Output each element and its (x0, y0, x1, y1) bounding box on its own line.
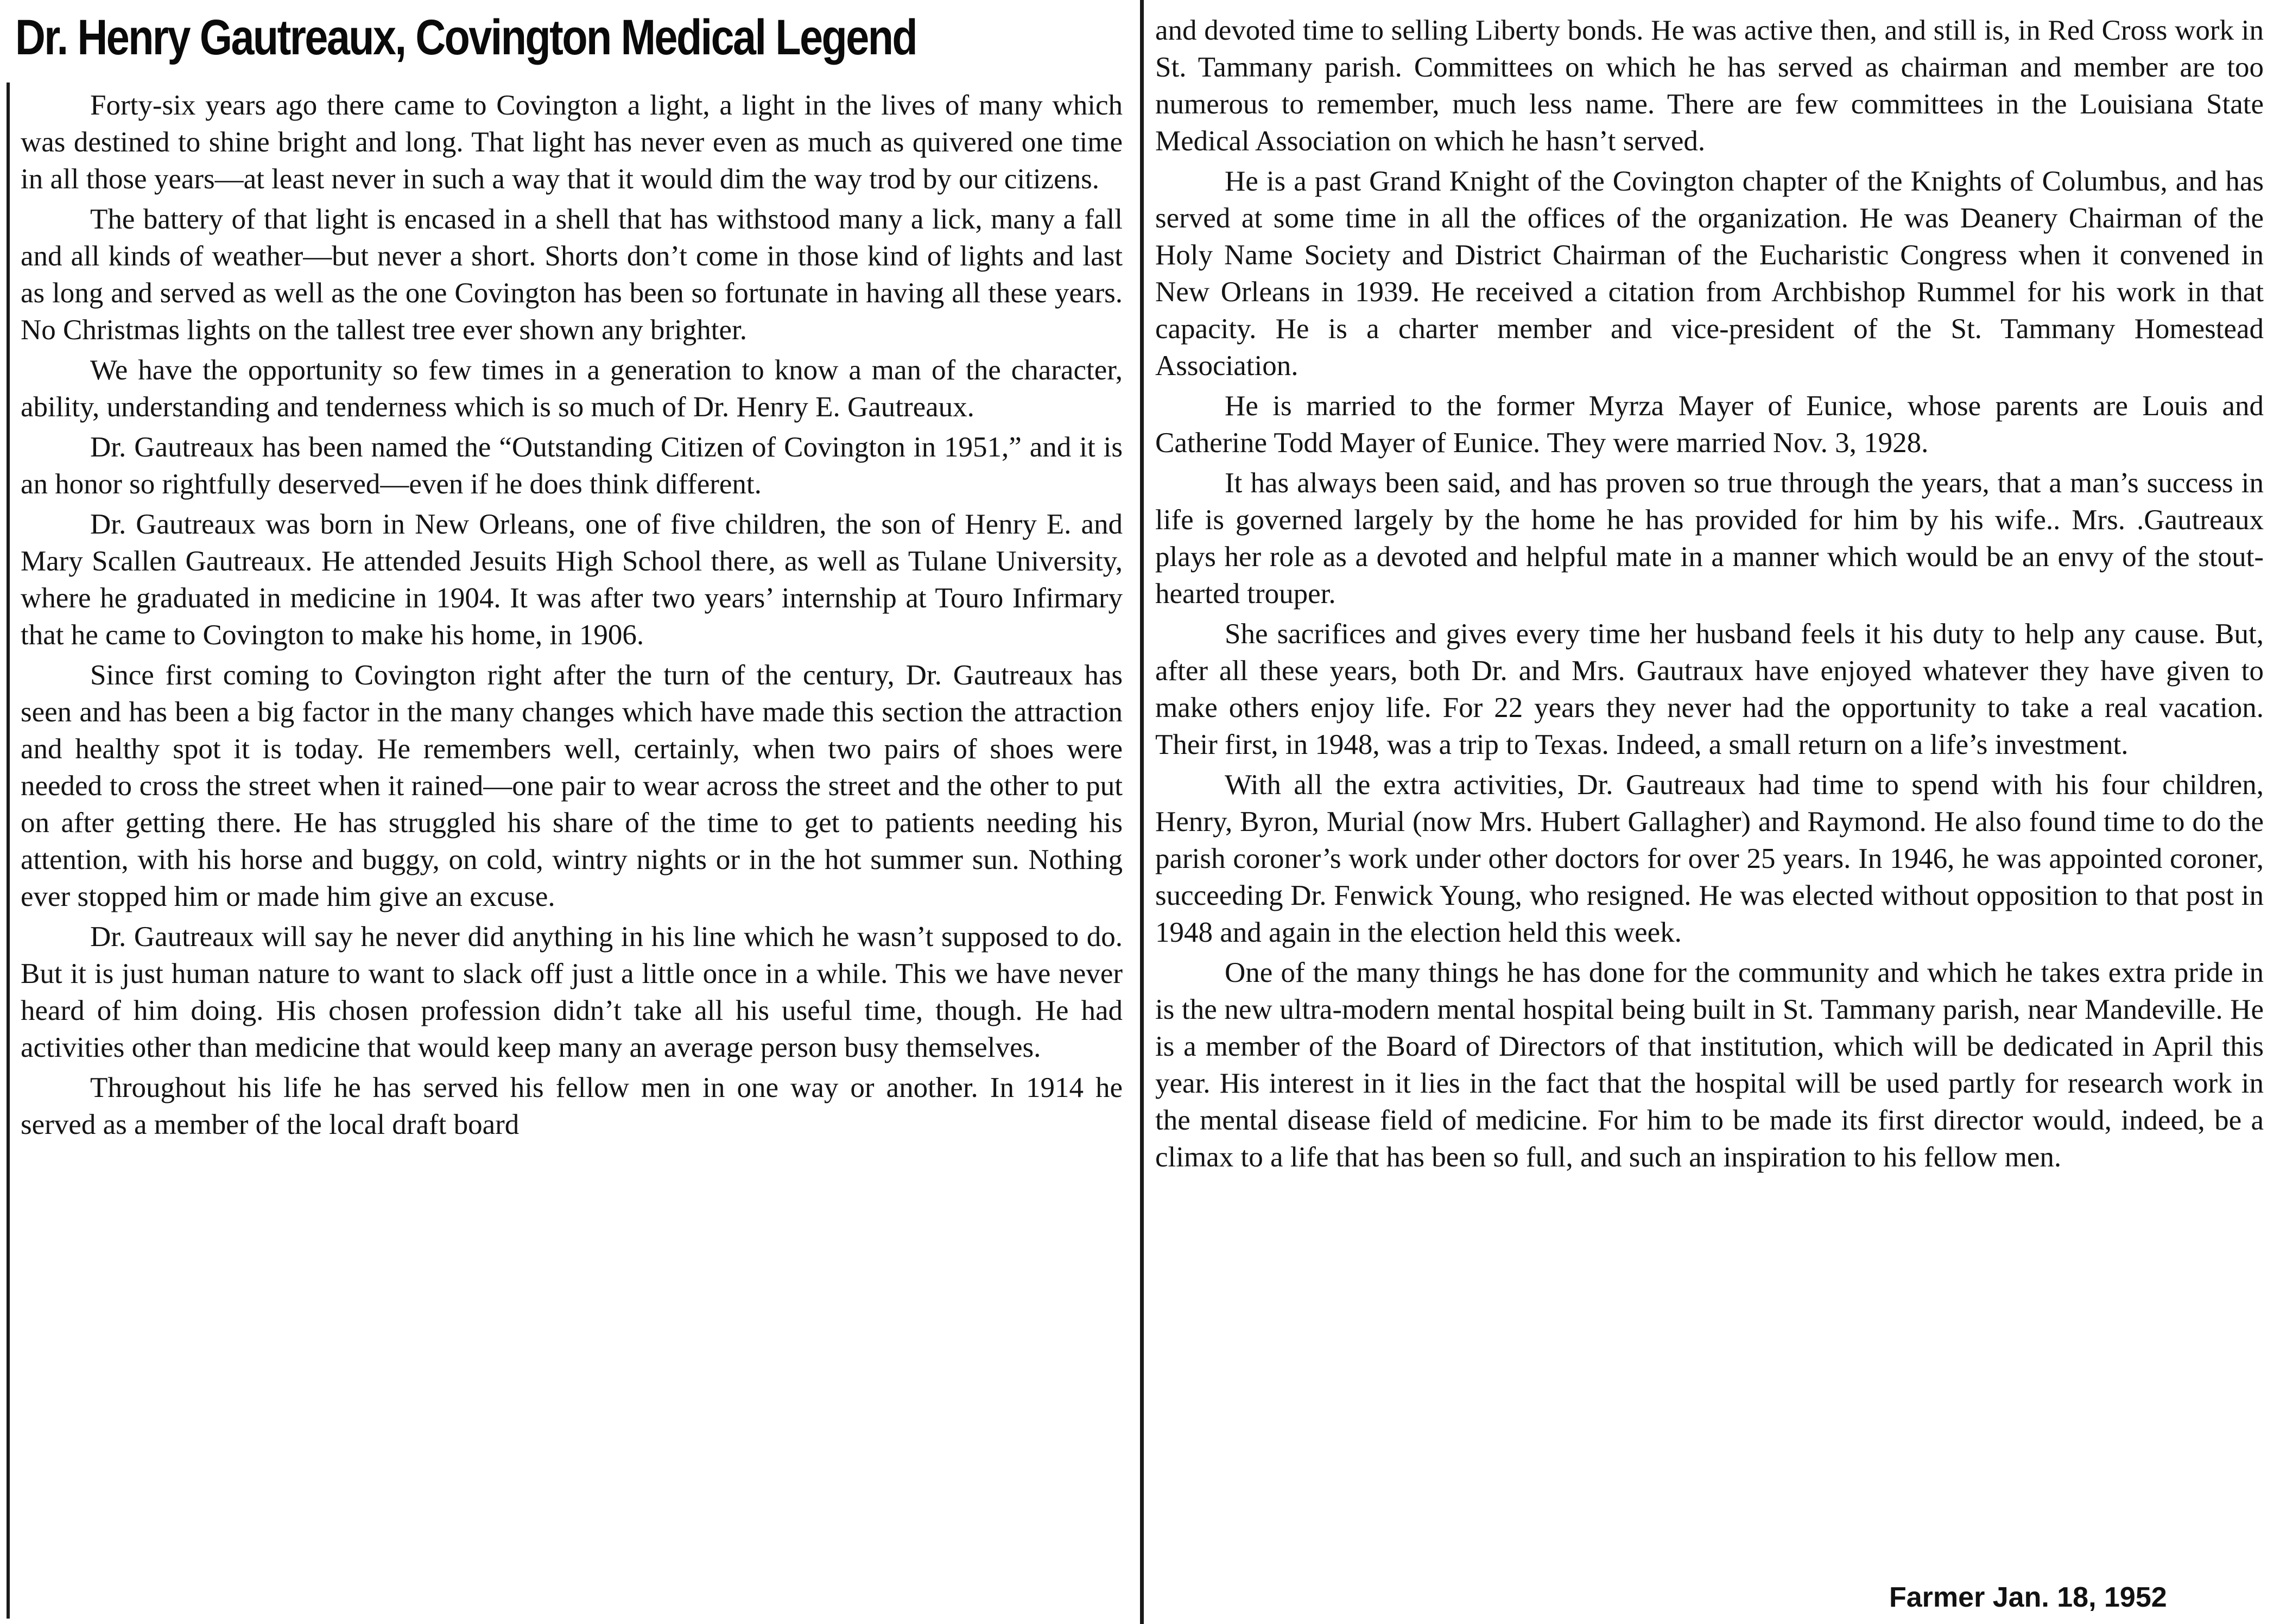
left-margin-rule (7, 83, 10, 1619)
column-divider-rule (1140, 0, 1144, 1624)
headline: Dr. Henry Gautreaux, Covington Medical Legend (15, 10, 917, 65)
source-credit: Farmer Jan. 18, 1952 (1889, 1582, 2167, 1613)
article-paragraph: He is married to the former Myrza Mayer of Eunice, whose parents are Louis and Catherine Todd Mayer of Eunice. They were married Nov. 3, 1928. (1155, 390, 2264, 459)
right-column (1155, 12, 2264, 1179)
article-continuation: and devoted time to selling Liberty bonds. He was active then, and still is, in Red Cross work in St. Tammany parish. Committees on which he has served as chairman and member are too numerous to remember, much less name. There are few committees in the Louisiana State Medical Association on which he hasn’t served. (1155, 15, 2264, 157)
article-paragraph: Dr. Gautreaux will say he never did anything in his line which he wasn’t supposed to do. But it is just human nature to want to slack off just a little once in a while. This we have never heard of him doing. His chosen profession didn’t take all his useful time, though. He had activities other than medicine that would keep many an average person busy themselves. (21, 921, 1123, 1063)
article-paragraph: It has always been said, and has proven so true through the years, that a man’s success in life is governed largely by the home he has provided for him by his wife.. Mrs. .Gautreaux plays her role as a devoted and helpful mate in a manner which would be an envy of the stout-hearted trouper. (1155, 467, 2264, 610)
article-paragraph: He is a past Grand Knight of the Covington chapter of the Knights of Columbus, and has served at some time in all the offices of the organization. He was Deanery Chairman of the Holy Name Society and District Chairman of the Eucharistic Congress when it convened in New Orleans in 1939. He received a citation from Archbishop Rummel for his work in that capacity. He is a charter member and vice-president of the St. Tammany Homestead Association. (1155, 166, 2264, 382)
article-paragraph: One of the many things he has done for the community and which he takes extra pride in is the new ultra-modern mental hospital being built in St. Tammany parish, near Mandeville. He is a member of the Board of Directors of that institution, which will be dedicated in April this year. His interest in it lies in the fact that the hospital will be used partly for research work in the mental disease field of medicine. For him to be made its first director would, indeed, be a climax to a life that has been so full, and such an inspiration to his fellow men. (1155, 957, 2264, 1173)
article-paragraph: Forty-six years ago there came to Covington a light, a light in the lives of many which was destined to shine bright and long. That light has never even as much as quivered one time in all those years—at least never in such a way that it would dim the way trod by our citizens. (21, 90, 1123, 195)
article-paragraph: Dr. Gautreaux was born in New Orleans, one of five children, the son of Henry E. and Mary Scallen Gautreaux. He attended Jesuits High School there, as well as Tulane University, where he graduated in medicine in 1904. It was after two years’ internship at Touro Infirmary that he came to Covington to make his home, in 1906. (21, 509, 1123, 651)
article-paragraph: Dr. Gautreaux has been named the “Outstanding Citizen of Covington in 1951,” and it is an honor so rightfully deserved—even if he does think different. (21, 432, 1123, 500)
article-paragraph: She sacrifices and gives every time her husband feels it his duty to help any cause. But, after all these years, both Dr. and Mrs. Gautraux have enjoyed whatever they have given to make others enjoy life. For 22 years they never had the opportunity to take a real vacation. Their first, in 1948, was a trip to Texas. Indeed, a small return on a life’s investment. (1155, 618, 2264, 760)
left-column (21, 87, 1123, 1146)
article-paragraph: Throughout his life he has served his fellow men in one way or another. In 1914 he served as a member of the local draft board (21, 1072, 1123, 1140)
article-paragraph: With all the extra activities, Dr. Gautreaux had time to spend with his four children, Henry, Byron, Murial (now Mrs. Hubert Gallagher) and Raymond. He also found time to do the parish coroner’s work under other doctors for over 25 years. In 1946, he was appointed coroner, succeeding Dr. Fenwick Young, who resigned. He was elected without opposition to that post in 1948 and again in the election held this week. (1155, 769, 2264, 948)
article-paragraph: Since first coming to Covington right after the turn of the century, Dr. Gautreaux has seen and has been a big factor in the many changes which have made this section the attraction and healthy spot it is today. He remembers well, certainly, when two pairs of shoes were needed to cross the street when it rained—one pair to wear across the street and the other to put on after getting there. He has struggled his share of the time to get to patients needing his attention, with his horse and buggy, on cold, wintry nights or in the hot summer sun. Nothing ever stopped him or made him give an excuse. (21, 659, 1123, 912)
article-paragraph: We have the opportunity so few times in a generation to know a man of the character, ability, understanding and tenderness which is so much of Dr. Henry E. Gautreaux. (21, 354, 1123, 423)
article-paragraph: The battery of that light is encased in a shell that has withstood many a lick, many a fall and all kinds of weather—but never a short. Shorts don’t come in those kind of lights and last as long and served as well as the one Covington has been so fortunate in having all these years. No Christmas lights on the tallest tree ever shown any brighter. (21, 204, 1123, 346)
